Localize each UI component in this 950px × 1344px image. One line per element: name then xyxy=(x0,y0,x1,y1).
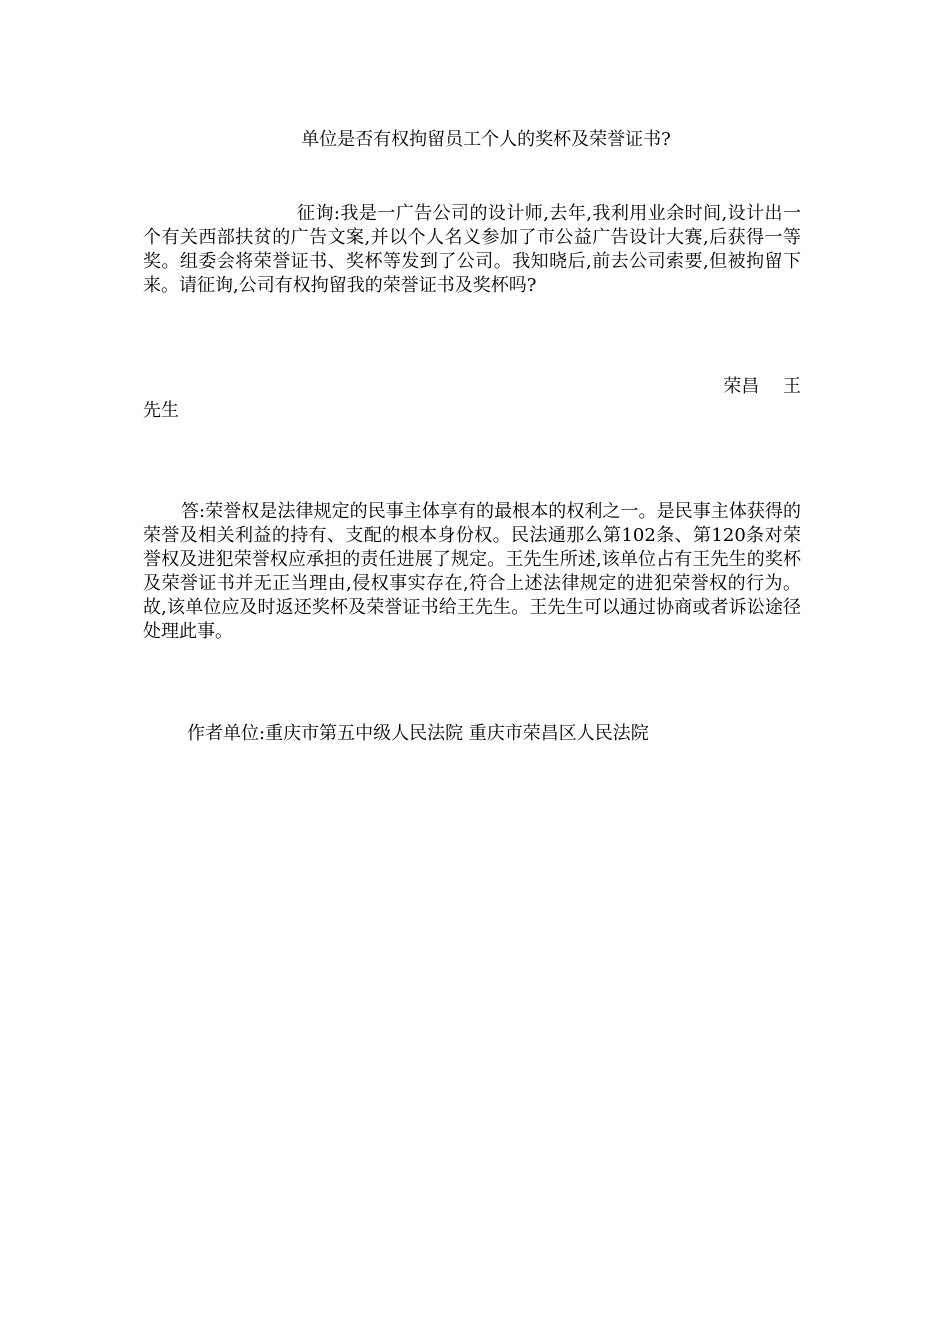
question-paragraph: 征询:我是一广告公司的设计师,去年,我利用业余时间,设计出一个有关西部扶贫的广告文案,并以个人名义参加了市公益广告设计大赛,后获得一等奖。组委会将荣誉证书、奖杯等发到了公司。我知晓后,前去公司索要,但被拘留下来。请征询,公司有权拘留我的荣誉证书及奖杯吗? xyxy=(143,203,801,296)
answer-paragraph: 答:荣誉权是法律规定的民事主体享有的最根本的权利之一。是民事主体获得的荣誉及相关利益的持有、支配的根本身份权。民法通那么第102条、第120条对荣誉权及进犯荣誉权应承担的责任进展了规定。王先生所述,该单位占有王先生的奖杯及荣誉证书并无正当理由,侵权事实存在,符合上述法律规定的进犯荣誉权的行为。故,该单位应及时返还奖杯及荣誉证书给王先生。王先生可以通过协商或者诉讼途径处理此事。 xyxy=(143,501,801,642)
document-title: 单位是否有权拘留员工个人的奖杯及荣誉证书? xyxy=(301,129,671,150)
author-affiliation: 作者单位:重庆市第五中级人民法院 重庆市荣昌区人民法院 xyxy=(187,723,649,744)
signature-line-2: 先生 xyxy=(143,400,179,421)
signature xyxy=(143,375,801,423)
signature-line-1: 荣昌 王 xyxy=(723,376,801,397)
